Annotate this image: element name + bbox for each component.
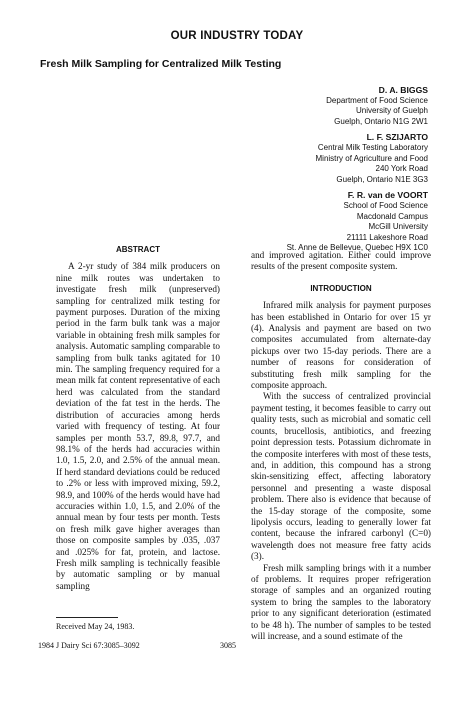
author-affiliation-line: St. Anne de Bellevue, Quebec H9X 1C0 bbox=[286, 243, 428, 253]
author-entry bbox=[287, 132, 428, 185]
author-entry bbox=[287, 190, 428, 254]
author-entry bbox=[287, 85, 428, 127]
author-affiliation-line: McGill University bbox=[368, 222, 428, 232]
author-block bbox=[287, 85, 428, 259]
author-affiliation-line: Guelph, Ontario N1G 2W1 bbox=[334, 116, 428, 126]
author-name: L. F. SZIJARTO bbox=[366, 132, 428, 143]
article-title: Fresh Milk Sampling for Centralized Milk Testing bbox=[40, 58, 282, 70]
abstract-text: A 2-yr study of 384 milk producers on nine milk routes was undertaken to investigate fresh milk (unpreserved) sampling for centralized milk testing for payment purposes. Duration of the mixing period in the farm bulk tank was a major variable in obtaining fresh milk samples for analysis. Automatic sampling comparable to sampling from bulk tanks agitated for 10 min. The sampling frequency required for a mean milk fat content representative of each herd was calculated from the standard deviation of the fat test in the herds. The distribution of accuracies among herds varied with frequency of testing. At four samples per month 53.7, 89.8, 97.7, and 98.1% of the herds had accuracies within 1.0, 1.5, 2.0, and 2.5% of the annual mean. If herd standard deviations could be reduced to .2% or less with improved mixing, 59.2, 98.9, and 100% of the herds would have had accuracies within 1.0, 1.5, and 2.0% of the annual mean by four tests per month. Tests on fresh milk gave higher averages than those on composite samples by .035, .037 and .025% for fat, protein, and lactose. Fresh milk sampling is technically feasible by automatic sampling or by manual sampling bbox=[56, 261, 220, 591]
author-affiliation-line: University of Guelph bbox=[355, 106, 428, 116]
page-number: 3085 bbox=[220, 641, 236, 650]
author-affiliation-line: Macdonald Campus bbox=[356, 211, 428, 221]
body-paragraph: Infrared milk analysis for payment purposes has been established in Ontario for over 15 yr (4). Analysis and payment are based on two composites accumulated from alternate-day pickups over two 15-day periods. There are a number of reasons for consideration of substituting fresh milk sampling for the composite approach. bbox=[251, 300, 431, 391]
author-name: F. R. van de VOORT bbox=[347, 190, 428, 201]
author-affiliation-line: School of Food Science bbox=[343, 200, 428, 210]
introduction-heading: INTRODUCTION bbox=[310, 283, 372, 293]
author-affiliation-line: 21111 Lakeshore Road bbox=[346, 232, 428, 242]
author-affiliation-line: Ministry of Agriculture and Food bbox=[315, 153, 428, 163]
author-affiliation-line: Department of Food Science bbox=[326, 95, 428, 105]
author-affiliation-line: Central Milk Testing Laboratory bbox=[317, 142, 428, 152]
footnote-divider bbox=[56, 617, 118, 618]
author-affiliation-line: 240 York Road bbox=[375, 164, 428, 174]
body-paragraph: Fresh milk sampling brings with it a number of problems. It requires proper refrigeration storage of samples and an organized routing system to bring the samples to the laboratory prior to any significant deterioration (estimated to be 48 h). The number of samples to be tested will increase, and a sound estimate of the bbox=[251, 562, 431, 641]
body-column-right bbox=[251, 250, 431, 642]
section-header: OUR INDUSTRY TODAY bbox=[170, 30, 304, 42]
body-paragraph: With the success of centralized provincial payment testing, it becomes feasible to carry out quality tests, such as microbial and somatic cell counts, brucellosis, antibiotics, and freezing point depression tests. Potassium dichromate in the composite interferes with most of these tests, and, in addition, this compound has a strong skin-sensitizing effect, affecting laboratory personnel and presenting a waste disposal problem. There also is evidence that because of the 15-day storage of the composite, some lipolysis occurs, leading to generally lower fat content, because the infrared carbonyl (C=0) wavelength does not measure free fatty acids (3). bbox=[251, 391, 431, 562]
abstract-continuation: and improved agitation. Either could improve results of the present composite system. bbox=[251, 250, 431, 272]
journal-citation: 1984 J Dairy Sci 67:3085–3092 bbox=[38, 641, 140, 650]
abstract-section bbox=[56, 244, 220, 592]
abstract-heading: ABSTRACT bbox=[116, 245, 160, 254]
author-affiliation-line: Guelph, Ontario N1E 3G3 bbox=[336, 174, 428, 184]
received-footnote: Received May 24, 1983. bbox=[56, 622, 135, 631]
author-name: D. A. BIGGS bbox=[378, 85, 428, 95]
